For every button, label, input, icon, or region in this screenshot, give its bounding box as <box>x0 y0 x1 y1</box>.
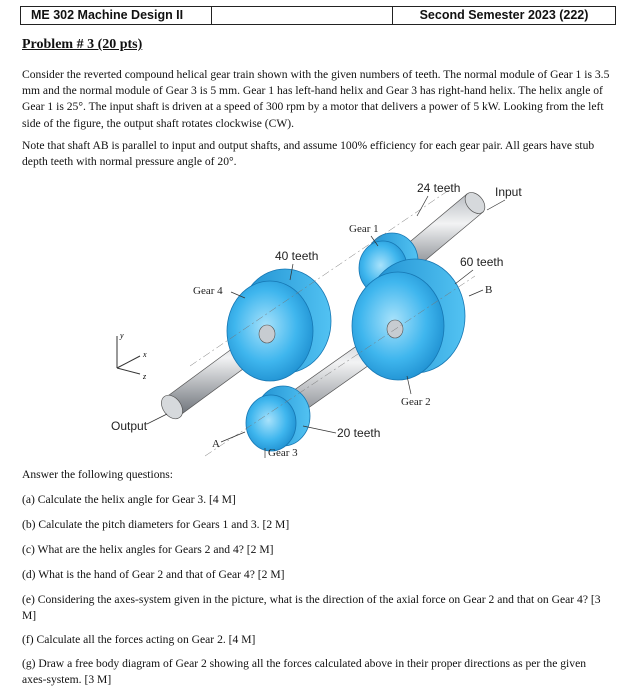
gear-4 <box>227 269 331 381</box>
question-c: (c) What are the helix angles for Gears 2 and 4? [2 M] <box>22 543 274 556</box>
gear-3 <box>246 386 310 451</box>
question-b: (b) Calculate the pitch diameters for Gears 1 and 3. [2 M] <box>22 518 290 531</box>
answer-heading: Answer the following questions: <box>22 468 174 481</box>
gear-train-figure <box>95 176 555 466</box>
semester-cell: Second Semester 2023 (222) <box>419 8 589 22</box>
header-table <box>20 6 616 25</box>
problem-statement: Consider the reverted compound helical gear train shown with the given numbers of teeth. The normal module of Gear 1 is 3.5 mm and the normal module of Gear 3 is 5 mm. Gear 1 has left-hand helix and Gear 3 has right-hand helix. The helix angle of Gear 1 is 25°. The input shaft is driven at a speed of 300 rpm by a motor that delivers a power of 5 kW. Looking from the left side of the figure, the output shaft rotates clockwise (CW). <box>22 68 610 130</box>
label-60-teeth: 60 teeth <box>460 255 504 269</box>
question-f: (f) Calculate all the forces acting on Gear 2. [4 M] <box>22 633 256 646</box>
label-40-teeth: 40 teeth <box>275 249 319 263</box>
problem-title: Problem # 3 (20 pts) <box>22 37 143 52</box>
question-e: (e) Considering the axes-system given in the picture, what is the direction of the axial force on Gear 2 and that on Gear 4? [3 M] <box>22 593 601 622</box>
axes-icon <box>117 331 147 381</box>
problem-note: Note that shaft AB is parallel to input and output shafts, and assume 100% efficiency for each gear pair. All gears have stub depth teeth with normal pressure angle of 20°. <box>22 139 595 169</box>
axis-x-label: x <box>143 350 147 359</box>
label-gear-3: Gear 3 <box>268 447 298 459</box>
axis-z-label: z <box>143 372 147 381</box>
label-a: A <box>212 438 220 450</box>
label-gear-4: Gear 4 <box>193 285 223 297</box>
label-output: Output <box>111 419 148 433</box>
label-input: Input <box>495 185 522 199</box>
course-cell: ME 302 Machine Design II <box>21 7 212 24</box>
label-b: B <box>485 284 493 296</box>
label-20-teeth: 20 teeth <box>337 426 381 440</box>
empty-cell <box>212 7 393 24</box>
label-gear-2: Gear 2 <box>401 396 431 408</box>
label-gear-1: Gear 1 <box>349 223 379 235</box>
question-g: (g) Draw a free body diagram of Gear 2 showing all the forces calculated above in their proper directions as per the given axes-system. [3 M] <box>22 657 587 686</box>
axis-y-label: y <box>120 331 124 340</box>
question-a: (a) Calculate the helix angle for Gear 3. [4 M] <box>22 493 236 506</box>
label-24-teeth: 24 teeth <box>417 181 461 195</box>
question-d: (d) What is the hand of Gear 2 and that of Gear 4? [2 M] <box>22 568 285 581</box>
